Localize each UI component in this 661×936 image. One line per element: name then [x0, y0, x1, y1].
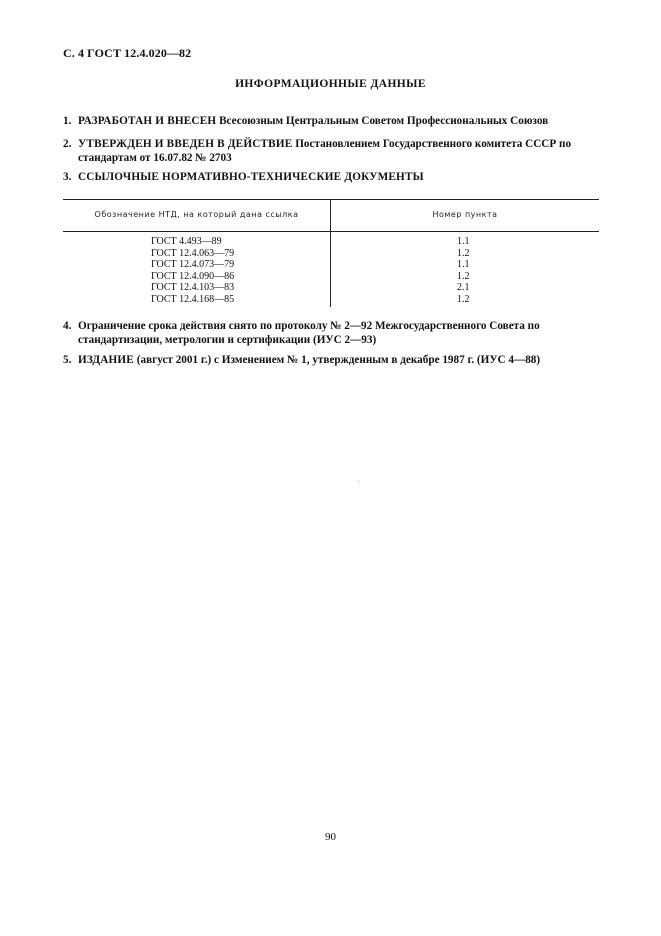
item-body [63, 353, 603, 367]
item-body [63, 170, 603, 184]
table-cell-document: ГОСТ 4.493—89 [151, 236, 222, 247]
table-cell-clause: 1.1 [457, 259, 470, 271]
document-column [151, 236, 234, 306]
table-cell-clause: 1.1 [457, 236, 470, 247]
page-header: С. 4 ГОСТ 12.4.020—82 [63, 46, 192, 60]
item-text: Всесоюзным Центральным Советом Профессиональных Союзов [219, 115, 549, 127]
item-lead: ССЫЛОЧНЫЕ НОРМАТИВНО-ТЕХНИЧЕСКИЕ ДОКУМЕНТЫ [78, 171, 424, 183]
table-cell-document: ГОСТ 12.4.168—85 [151, 293, 235, 305]
table-cell-document: ГОСТ 12.4.090—86 [151, 270, 235, 282]
info-item-1 [63, 114, 603, 128]
clause-column [457, 236, 470, 306]
section-title: ИНФОРМАЦИОННЫЕ ДАННЫЕ [235, 78, 426, 90]
item-number: 2. [63, 138, 72, 150]
item-number: 5. [63, 354, 72, 366]
table-cell-document: ГОСТ 12.4.103—83 [151, 282, 235, 294]
reference-table [63, 199, 599, 307]
column-header-document: Обозначение НТД, на который дана ссылка [94, 210, 299, 219]
info-item-4 [63, 319, 603, 347]
item-body [63, 137, 603, 165]
page-number: 90 [325, 831, 336, 843]
info-item-5 [63, 353, 603, 367]
table-cell-clause: 1.2 [457, 270, 470, 282]
item-body [63, 319, 603, 347]
table-cell-document: ГОСТ 12.4.073—79 [151, 259, 235, 271]
table-cell-clause: 2.1 [457, 282, 470, 294]
info-item-2 [63, 137, 603, 165]
column-header-clause: Номер пункта [432, 210, 498, 219]
info-item-3 [63, 170, 603, 184]
item-text: Ограничение срока действия снято по протоколу № 2—92 Межгосударственного Совета по стандартизации, метрологии и сертификации (ИУС 2—93) [78, 320, 540, 346]
item-number: 4. [63, 320, 72, 332]
table-cell-clause: 1.2 [457, 293, 470, 305]
item-lead: РАЗРАБОТАН И ВНЕСЕН [78, 115, 217, 127]
item-body [63, 114, 603, 128]
table-cell-clause: 1.2 [457, 247, 470, 259]
header-divider [63, 231, 599, 232]
item-lead: УТВЕРЖДЕН И ВВЕДЕН В ДЕЙСТВИЕ [78, 138, 293, 150]
item-number: 1. [63, 115, 72, 127]
item-number: 3. [63, 171, 72, 183]
scan-speck [358, 481, 359, 482]
item-text: (август 2001 г.) с Изменением № 1, утвержденным в декабре 1987 г. (ИУС 4—88) [136, 354, 541, 366]
item-text: Постановлением Государственного комитета СССР по стандартам от 16.07.82 № 2703 [78, 138, 572, 164]
item-lead: ИЗДАНИЕ [78, 354, 134, 366]
table-cell-document: ГОСТ 12.4.063—79 [151, 247, 235, 259]
